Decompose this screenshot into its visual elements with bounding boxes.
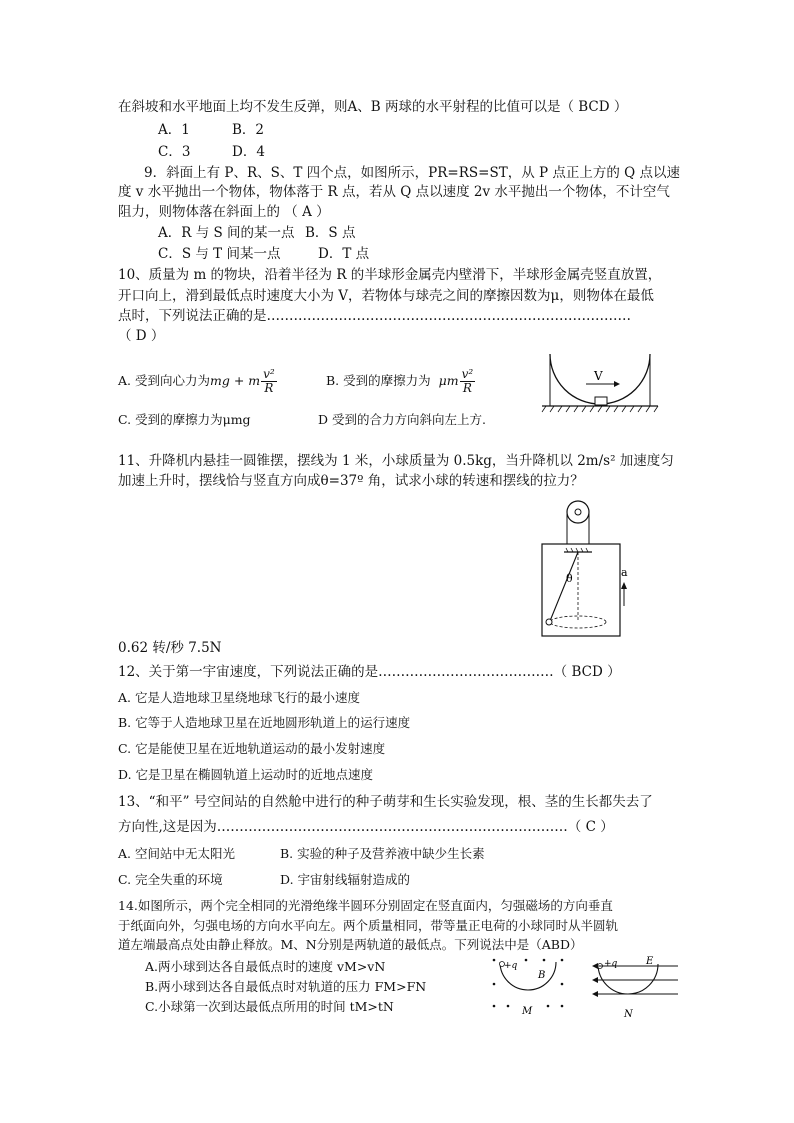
q8-option-d: D．4 [232,144,265,160]
fraction-numerator: v² [461,367,474,381]
theta-label: θ [566,572,573,585]
q12-stem: 12、关于第一宇宙速度，下列说法正确的是…………………………………（ BCD ） [118,664,621,680]
q9-stem-line3: 阻力，则物体落在斜面上的 （ A ） [118,204,330,220]
q11-stem-line2: 加速上升时，摆线恰与竖直方向成θ=37º 角，试求小球的转速和摆线的拉力？ [118,473,584,489]
q13-stem-line1: 13、“和平” 号空间站的自然舱中进行的种子萌芽和生长实验发现，根、茎的生长都失去了 [118,794,653,810]
q8-option-a: A．1 [158,122,190,138]
q13-option-a: A. 空间站中无太阳光 [118,846,235,861]
q14-stem-line2: 于纸面向外，匀强电场的方向水平向左。两个质量相同，带等量正电荷的小球同时从半圆轨 [118,918,619,933]
q14-option-c: C.小球第一次到达最低点所用的时间 tM>tN [145,999,394,1014]
q9-option-b: B．S 点 [305,225,356,241]
q9-stem-line1: 9．斜面上有 P、R、S、T 四个点，如图所示，PR=RS=ST，从 P 点正上方的 Q 点以速 [144,165,681,181]
q11-answer: 0.62 转/秒 7.5N [118,640,222,656]
q14-fields-figure [486,954,686,1024]
point-m-label: M [522,1006,533,1017]
magnetic-field-label: B [538,970,546,981]
q10-option-b-label: B. 受到的摩擦力为 [326,373,431,388]
q14-option-a: A.两小球到达各自最低点时的速度 vM>vN [145,959,386,974]
q10-stem-line3: 点时，下列说法正确的是……………………………………………………………………… [118,308,631,324]
point-n-label: N [624,1009,633,1020]
q13-option-c: C. 完全失重的环境 [118,872,223,887]
q10-option-b-formula: μm [438,373,459,388]
q8-option-b: B．2 [232,122,265,138]
q14-stem-line3: 道左端最高点处由静止释放。M、N分别是两轨道的最低点。下列说法中是（ABD） [118,937,583,952]
charge-label-right: +q [604,959,618,969]
q12-option-c: C. 它是能使卫星在近地轨道运动的最小发射速度 [118,741,386,756]
q8-option-c: C．3 [158,144,191,160]
q10-option-a-fraction [261,368,277,395]
q14-stem-line1: 14.如图所示，两个完全相同的光滑绝缘半圆环分别固定在竖直面内，匀强磁场的方向垂直 [118,898,613,913]
q10-option-a-formula: mg + m [209,373,261,388]
q13-option-b: B. 实验的种子及营养液中缺少生长素 [280,846,485,861]
q10-option-a-label: A. 受到向心力为 [118,373,210,388]
q11-stem-line1: 11、升降机内悬挂一圆锥摆，摆线为 1 米，小球质量为 0.5kg，当升降机以 2m/s² 加速度匀 [118,453,674,469]
q10-option-d: D 受到的合力方向斜向左上方. [318,412,486,427]
q10-option-c: C. 受到的摩擦力为μmg [118,412,251,427]
q12-option-d: D. 它是卫星在椭圆轨道上运动时的近地点速度 [118,767,374,782]
q9-option-a: A．R 与 S 间的某一点 [158,225,295,241]
q10-stem-line2: 开口向上，滑到最低点时速度大小为 V，若物体与球壳之间的摩擦因数为μ，则物体在最低 [118,288,654,304]
fraction-denominator: R [462,381,472,395]
acceleration-label: a [621,566,628,579]
q10-stem-line1: 10、质量为 m 的物块，沿着半径为 R 的半球形金属壳内壁滑下，半球形金属壳竖直放置， [118,267,662,283]
q13-option-d: D. 宇宙射线辐射造成的 [280,872,411,887]
q10-option-b [326,364,475,398]
q10-option-b-fraction [460,368,476,395]
q13-stem-line2: 方向性,这是因为……………………………………………………………………（ C ） [118,819,614,835]
q14-option-b: B.两小球到达各自最低点时对轨道的压力 FM>FN [145,979,427,994]
fraction-denominator: R [264,381,274,395]
q10-answer: （ D ） [118,328,165,344]
q10-hemisphere-figure [540,348,660,418]
q12-option-a: A. 它是人造地球卫星绕地球飞行的最小速度 [118,690,360,705]
q8-stem: 在斜坡和水平地面上均不发生反弹，则A、B 两球的水平射程的比值可以是（ BCD ） [118,99,628,115]
q11-elevator-figure [536,496,636,641]
q10-option-a [118,364,277,398]
charge-label-left: +q [504,961,518,971]
velocity-label: V [594,369,603,383]
electric-field-label: E [646,956,654,967]
q9-option-d: D．T 点 [318,246,370,262]
q9-option-c: C．S 与 T 间某一点 [158,246,281,262]
q9-stem-line2: 度 v 水平抛出一个物体，物体落于 R 点，若从 Q 点以速度 2v 水平抛出一个物体，不计空气 [118,184,670,200]
q12-option-b: B. 它等于人造地球卫星在近地圆形轨道上的运行速度 [118,715,411,730]
electric-field-lines [594,966,678,994]
fraction-numerator: v² [263,367,275,381]
